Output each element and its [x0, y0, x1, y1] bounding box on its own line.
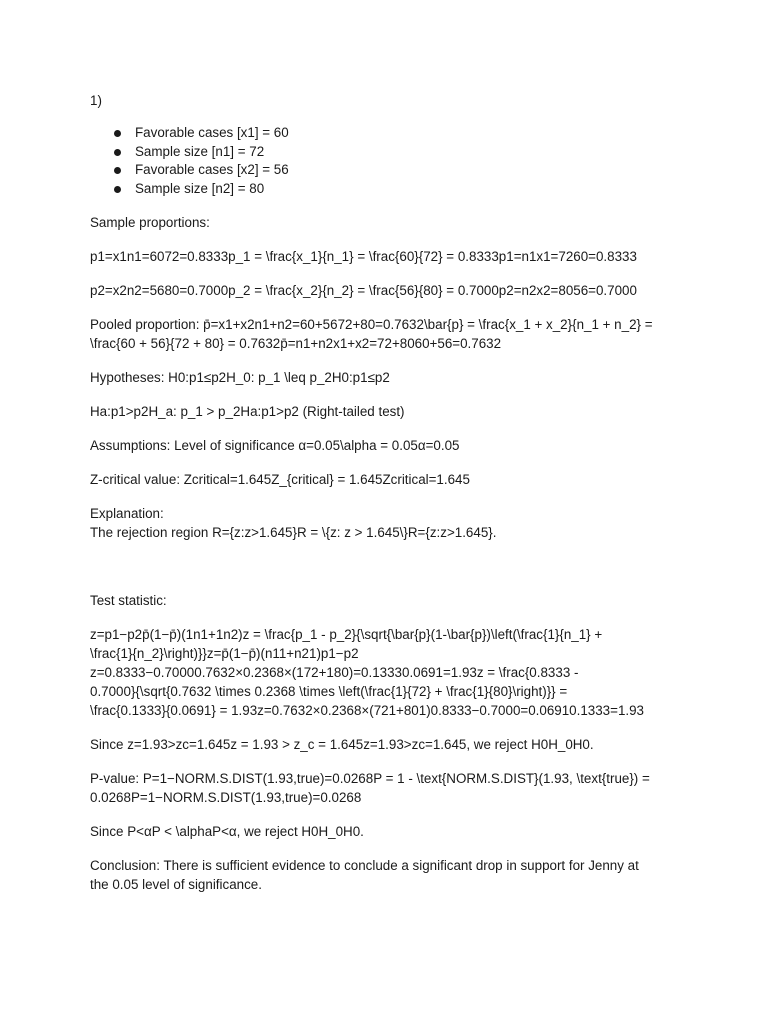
list-item: Favorable cases [x2] = 56 [90, 161, 688, 180]
p-decision: Since P<αP < \alphaP<α, we reject H0H_0H0. [90, 824, 364, 840]
explanation [90, 504, 688, 542]
sample-proportions-heading: Sample proportions: [90, 215, 210, 231]
alternative-hypothesis: Ha:p1>p2H_a: p_1 > p_2Ha:p1>p2 (Right-tailed test) [90, 404, 405, 420]
bullet-icon [114, 167, 121, 174]
assumptions: Assumptions: Level of significance α=0.05\alpha = 0.05α=0.05 [90, 438, 460, 454]
z-statistic-equation: z=p1−p2p̄(1−p̄)(1n1+1n2)z = \frac{p_1 - p_2}{\sqrt{\bar{p}(1-\bar{p})\left(\frac{1}{n_1} + \frac{1}{n_2}\right)}}z=p̄(1−p̄)(n11+n21)p1−p2 z=0.8333−0.70000.7632×0.2368×(172+180)=0.13330.0691=1.93z = \frac{0.8333 - 0.7000}{\sqrt{0.7632 \times 0.2368 \times \left(\frac{1}{72} + \frac{1}{80}\right)}} = \frac{0.1333}{0.0691} = 1.93z=0.7632×0.2368×(721+801)0.8333−0.7000=0.06910.1333=1.93 [90, 627, 645, 719]
z-decision: Since z=1.93>zc=1.645z = 1.93 > z_c = 1.645z=1.93>zc=1.645, we reject H0H_0H0. [90, 737, 594, 753]
pooled-proportion: Pooled proportion: p̄=x1+x2n1+n2=60+5672+80=0.7632\bar{p} = \frac{x_1 + x_2}{n_1 + n_2} = \frac{60 + 56}{72 + 80} = 0.7632p̄=n1+n2x1+x2=72+8060+56=0.7632 [90, 317, 653, 352]
list-item: Sample size [n1] = 72 [90, 143, 688, 162]
bullet-icon [114, 186, 121, 193]
null-hypothesis: Hypotheses: H0:p1≤p2H_0: p_1 \leq p_2H0:p1≤p2 [90, 370, 390, 386]
document-body [90, 91, 688, 894]
z-critical-value: Z-critical value: Zcritical=1.645Z_{critical} = 1.645Zcritical=1.645 [90, 472, 470, 488]
question-number: 1) [90, 93, 102, 108]
conclusion: Conclusion: There is sufficient evidence to conclude a significant drop in support for Jenny at the 0.05 level of significance. [90, 858, 639, 893]
p1-equation: p1=x1n1=6072=0.8333p_1 = \frac{x_1}{n_1} = \frac{60}{72} = 0.8333p1=n1x1=7260=0.8333 [90, 249, 637, 265]
test-statistic-heading: Test statistic: [90, 593, 167, 609]
rejection-region: The rejection region R={z:z>1.645}R = \{z: z > 1.645\}R={z:z>1.645}. [90, 525, 497, 541]
list-item: Favorable cases [x1] = 60 [90, 124, 688, 143]
p-value: P-value: P=1−NORM.S.DIST(1.93,true)=0.0268P = 1 - \text{NORM.S.DIST}(1.93, \text{true}) = 0.0268P=1−NORM.S.DIST(1.93,true)=0.0268 [90, 771, 650, 806]
bullet-icon [114, 149, 121, 156]
given-list [90, 124, 688, 198]
explanation-heading: Explanation: [90, 506, 164, 522]
list-item: Sample size [n2] = 80 [90, 180, 688, 199]
p2-equation: p2=x2n2=5680=0.7000p_2 = \frac{x_2}{n_2} = \frac{56}{80} = 0.7000p2=n2x2=8056=0.7000 [90, 283, 637, 299]
bullet-icon [114, 130, 121, 137]
